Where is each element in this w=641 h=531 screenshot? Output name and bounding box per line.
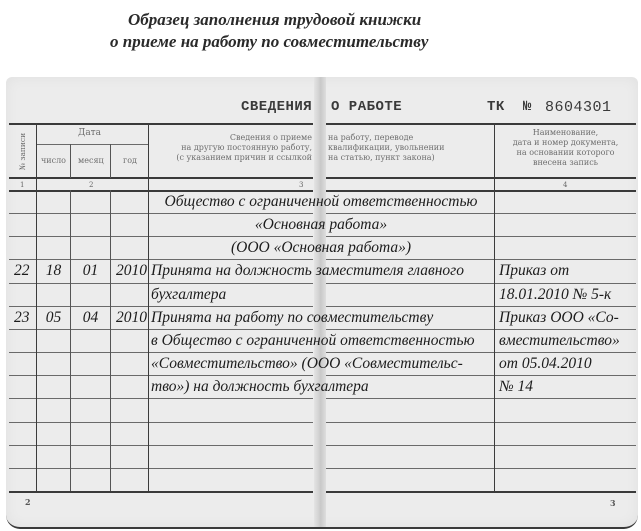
- page-number-left: 2: [25, 497, 31, 507]
- row-line-right: [326, 213, 636, 214]
- column-number-1: 1: [20, 181, 25, 189]
- form-number: 8604301: [545, 99, 612, 116]
- table-top-line-right: [326, 123, 636, 125]
- row-line-right: [326, 468, 636, 469]
- row-line-right: [326, 259, 636, 260]
- cell-no: 22: [14, 262, 30, 279]
- row-line-right: [326, 375, 636, 376]
- row-line-left: [9, 445, 313, 446]
- row-line-right: [326, 422, 636, 423]
- row-line-right: [326, 352, 636, 353]
- row-line-left: [9, 491, 313, 493]
- col-divider-2-header: [70, 144, 71, 178]
- col-divider-4: [148, 123, 149, 491]
- row-line-right: [326, 190, 636, 192]
- col-divider-1: [36, 123, 37, 491]
- column-info-left: Сведения о приеме на другую постоянную работу, (с указанием причин и ссылкой: [176, 133, 312, 162]
- col-divider-3-header: [110, 144, 111, 178]
- row-line-right: [326, 491, 636, 493]
- cell-info: тво») на должность бухгалтера: [151, 378, 369, 395]
- cell-info: (ООО «Основная работа»): [230, 239, 411, 256]
- cell-doc: № 14: [499, 378, 533, 395]
- row-line-right: [326, 329, 636, 330]
- column-year: год: [123, 156, 137, 165]
- cell-day: 05: [45, 309, 62, 326]
- date-subheader-line: [36, 144, 148, 145]
- cell-doc: Приказ ООО «Со-: [499, 309, 619, 326]
- form-series: ТК: [487, 99, 505, 115]
- col-divider-5: [494, 123, 495, 491]
- title-line-1: Образец заполнения трудовой книжки: [128, 10, 422, 29]
- cell-info: «Основная работа»: [254, 216, 388, 233]
- table-top-line-left: [9, 123, 313, 125]
- column-day: число: [41, 156, 66, 165]
- column-month: месяц: [78, 156, 104, 165]
- column-number-3: 3: [299, 181, 304, 189]
- row-line-right: [326, 306, 636, 307]
- row-line-left: [9, 190, 313, 192]
- cell-year: 2010: [116, 309, 147, 326]
- header-bottom-line-left: [9, 177, 313, 179]
- cell-info: Принята на работу по совместительству: [151, 309, 434, 326]
- cell-info: «Совместительство» (ООО «Совместительс-: [151, 355, 463, 372]
- column-date-group: Дата: [78, 128, 102, 138]
- heading-svedeniya: СВЕДЕНИЯ: [241, 99, 313, 115]
- column-info-right: на работу, переводе квалификации, увольнении на статью, пункт закона): [328, 133, 445, 162]
- cell-month: 04: [82, 309, 99, 326]
- cell-doc: Приказ от: [499, 262, 570, 279]
- cell-doc: вместительство»: [499, 332, 620, 349]
- row-line-left: [9, 236, 313, 237]
- column-number-2: 2: [89, 181, 94, 189]
- cell-info: бухгалтера: [151, 286, 227, 303]
- column-document: Наименование, дата и номер документа, на основании которого внесена запись: [512, 128, 619, 167]
- page-number-right: 3: [610, 498, 616, 508]
- cell-month: 01: [82, 262, 99, 279]
- cell-info: Принята на должность заместителя главного: [151, 262, 464, 279]
- row-line-left: [9, 398, 313, 399]
- row-line-right: [326, 283, 636, 284]
- column-record-no: № записи: [18, 132, 28, 170]
- row-line-left: [9, 283, 313, 284]
- title-line-2: о приеме на работу по совместительству: [110, 32, 429, 51]
- row-line-left: [9, 352, 313, 353]
- number-sign: №: [523, 99, 532, 115]
- row-line-left: [9, 468, 313, 469]
- row-line-left: [9, 306, 313, 307]
- row-line-left: [9, 329, 313, 330]
- row-line-right: [326, 236, 636, 237]
- row-line-left: [9, 375, 313, 376]
- cell-info: Общество с ограниченной ответственностью: [164, 193, 478, 210]
- header-bottom-line-right: [326, 177, 636, 179]
- row-line-left: [9, 422, 313, 423]
- column-number-4: 4: [563, 181, 568, 189]
- cell-year: 2010: [116, 262, 147, 279]
- cell-doc: 18.01.2010 № 5-к: [499, 286, 612, 303]
- cell-doc: от 05.04.2010: [499, 355, 592, 372]
- row-line-left: [9, 259, 313, 260]
- cell-no: 23: [14, 309, 30, 326]
- row-line-left: [9, 213, 313, 214]
- col-divider-2: [70, 190, 71, 491]
- row-line-right: [326, 445, 636, 446]
- col-divider-3: [110, 190, 111, 491]
- cell-day: 18: [45, 262, 62, 279]
- heading-o-rabote: О РАБОТЕ: [331, 99, 403, 115]
- cell-info: в Общество с ограниченной ответственностью: [151, 332, 475, 349]
- row-line-right: [326, 398, 636, 399]
